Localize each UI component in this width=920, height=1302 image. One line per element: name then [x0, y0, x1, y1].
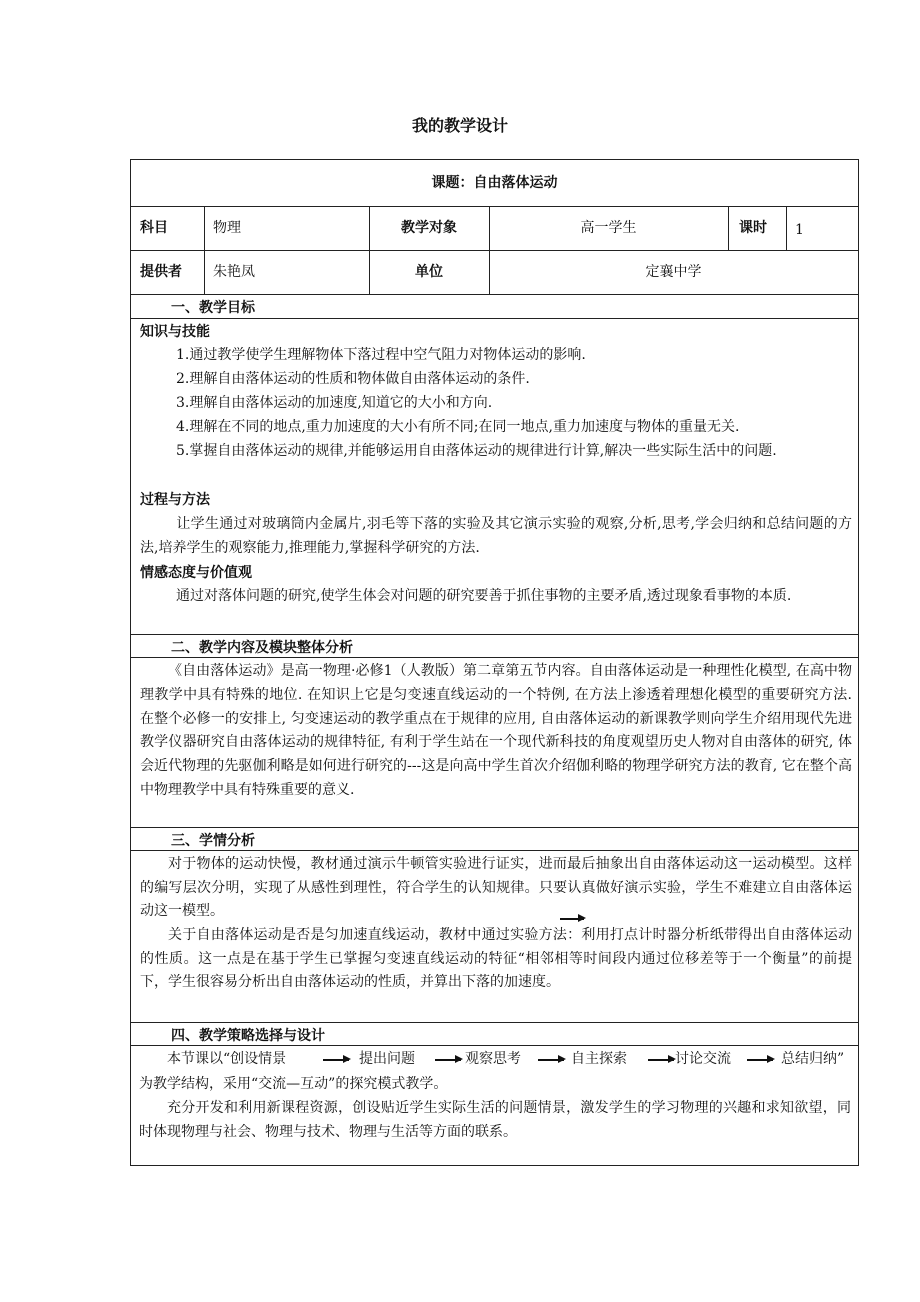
hours-value: 1	[795, 222, 804, 238]
row-divider	[131, 318, 858, 319]
attitude-heading: 情感态度与价值观	[140, 565, 252, 581]
goal-item: 1.通过教学使学生理解物体下落过程中空气阻力对物体运动的影响.	[176, 347, 586, 363]
lesson-design-table	[130, 159, 859, 1166]
unit-value: 定襄中学	[645, 264, 702, 280]
flow-step: 总结归纳”	[781, 1051, 845, 1067]
flow-suffix: 为教学结构，采用“交流—互动”的探究模式教学。	[139, 1076, 448, 1092]
flow-step: 提出问题	[359, 1051, 415, 1067]
section-heading-students: 三、学情分析	[171, 833, 255, 849]
col-divider	[786, 206, 787, 250]
flow-prefix: 本节课以“创设情景	[167, 1051, 287, 1067]
row-divider	[131, 827, 858, 828]
audience-value: 高一学生	[580, 220, 637, 236]
section-heading-goals: 一、教学目标	[171, 300, 255, 316]
students-para-2: 关于自由落体运动是否是匀加速直线运动，教材中通过实验方法：利用打点计时器分析纸带得出自由落体运动的性质。这一点是在基于学生已掌握匀变速直线运动的特征“相邻相等时间段内通过位移差等于一个衡量”的前提下，学生很容易分析出自由落体运动的性质，并算出下落的加速度。	[140, 927, 852, 990]
arrow-right-icon	[747, 1059, 773, 1061]
row-divider	[131, 250, 858, 251]
flow-step: 讨论交流	[675, 1051, 731, 1067]
row-divider	[131, 850, 858, 851]
row-divider	[131, 634, 858, 635]
audience-label: 教学对象	[401, 220, 457, 236]
arrow-right-icon	[648, 1059, 674, 1061]
section-heading-strategy: 四、教学策略选择与设计	[171, 1028, 325, 1044]
knowledge-heading: 知识与技能	[140, 324, 210, 340]
row-divider	[131, 1022, 858, 1023]
content-text: 《自由落体运动》是高一物理·必修1（人教版）第二章第五节内容。自由落体运动是一种理性化模型, 在高中物理教学中具有特殊的地位. 在知识上它是匀变速直线运动的一个特例, 在方法上渗透着理想化模型的重要研究方法. 在整个必修一的安排上, 匀变速运动的教学重点在于规律的应用, 自由落体运动的新课教学则向学生介绍用现代先进教学仪器研究自由落体运动的规律特征, 有利于学生站在一个现代新科技的角度观望历史人物对自由落体的研究, 体会近代物理的先驱伽利略是如何进行研究的---这是向高中学生首次介绍伽利略的物理学研究方法的教育, 它在整个高中物理教学中具有特殊重要的意义.	[140, 663, 852, 798]
flow-step: 观察思考	[465, 1051, 521, 1067]
arrow-right-icon	[323, 1059, 349, 1061]
document-title: 我的教学设计	[411, 116, 508, 135]
hours-label: 课时	[739, 220, 767, 236]
subject-label: 科目	[140, 220, 168, 236]
section-heading-content: 二、教学内容及模块整体分析	[171, 640, 353, 656]
flow-step: 自主探索	[571, 1051, 627, 1067]
provider-label: 提供者	[140, 264, 182, 280]
arrow-right-icon	[560, 918, 584, 920]
process-heading: 过程与方法	[140, 492, 210, 508]
row-divider	[131, 206, 858, 207]
strategy-para-2: 充分开发和利用新课程资源，创设贴近学生实际生活的问题情景，激发学生的学习物理的兴趣和求知欲望，同时体现物理与社会、物理与技术、物理与生活等方面的联系。	[139, 1100, 851, 1140]
row-divider	[131, 1045, 858, 1046]
row-divider	[131, 294, 858, 295]
col-divider	[728, 206, 729, 250]
row-divider	[131, 657, 858, 658]
unit-label: 单位	[415, 264, 443, 280]
provider-value: 朱艳凤	[213, 264, 255, 280]
attitude-text: 通过对落体问题的研究,使学生体会对问题的研究要善于抓住事物的主要矛盾,透过现象看事物的本质.	[176, 588, 792, 604]
goal-item: 5.掌握自由落体运动的规律,并能够运用自由落体运动的规律进行计算,解决一些实际生活中的问题.	[176, 443, 777, 459]
col-divider	[204, 206, 205, 294]
students-para-1: 对于物体的运动快慢，教材通过演示牛顿管实验进行证实，进而最后抽象出自由落体运动这一运动模型。这样的编写层次分明，实现了从感性到理性，符合学生的认知规律。只要认真做好演示实验，学生不难建立自由落体运动这一模型。	[140, 856, 852, 919]
arrow-right-icon	[538, 1059, 564, 1061]
arrow-right-icon	[435, 1059, 461, 1061]
goal-item: 2.理解自由落体运动的性质和物体做自由落体运动的条件.	[176, 371, 530, 387]
lesson-title: 课题：自由落体运动	[431, 175, 558, 191]
goal-item: 3.理解自由落体运动的加速度,知道它的大小和方向.	[176, 395, 493, 411]
process-text: 让学生通过对玻璃筒内金属片,羽毛等下落的实验及其它演示实验的观察,分析,思考,学会归纳和总结问题的方法,培养学生的观察能力,推理能力,掌握科学研究的方法.	[140, 516, 852, 556]
subject-value: 物理	[213, 220, 241, 236]
goal-item: 4.理解在不同的地点,重力加速度的大小有所不同;在同一地点,重力加速度与物体的重量无关.	[176, 419, 740, 435]
